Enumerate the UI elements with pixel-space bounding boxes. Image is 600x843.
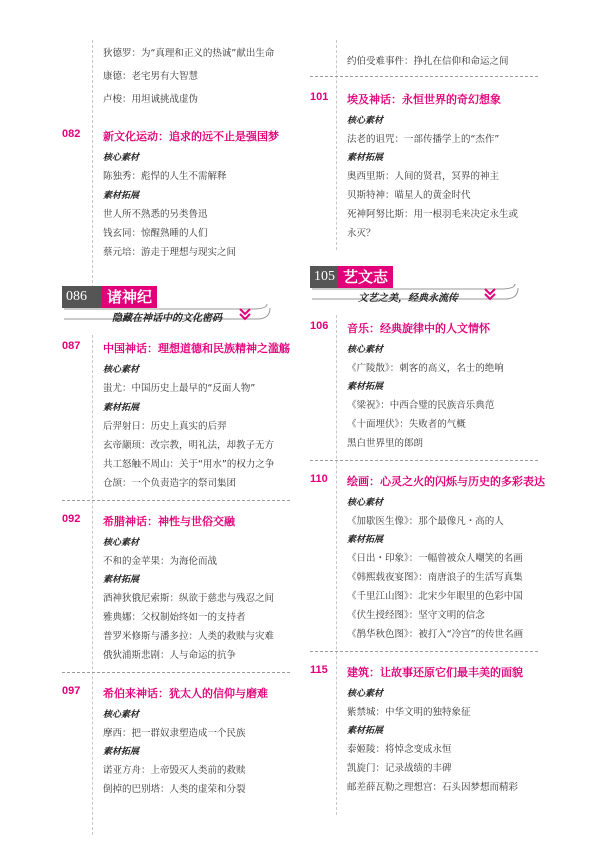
list-item: 仓颉：一个负责造字的祭司集团 — [103, 478, 237, 489]
section-title: 建筑：让故事还原它们最丰美的面貌 — [347, 666, 523, 679]
list-item: 陈独秀：彪悍的人生不需解释 — [103, 171, 227, 182]
list-item: 贝斯特神：喵星人的黄金时代 — [347, 190, 471, 201]
list-item: 共工怒触不周山：关于“用水”的权力之争 — [103, 459, 275, 470]
section-divider — [310, 651, 538, 652]
section-page-number: 101 — [310, 91, 329, 103]
chevron-down-icon — [239, 308, 251, 322]
section-page-number: 082 — [62, 128, 81, 140]
material-extension-label: 素材拓展 — [347, 535, 384, 545]
list-item: 法老的诅咒：一部传播学上的“杰作” — [347, 134, 500, 145]
section-page-number: 106 — [310, 320, 329, 332]
list-item: 倒掉的巴别塔：人类的虚荣和分裂 — [103, 784, 246, 795]
list-item: 《梁祝》：中西合璧的民族音乐典范 — [347, 400, 495, 411]
section-page-number: 110 — [310, 473, 328, 485]
list-item: 永灭？ — [347, 228, 376, 239]
list-item: 死神阿努比斯：用一根羽毛来决定永生或 — [347, 209, 519, 220]
core-material-label: 核心素材 — [347, 116, 384, 126]
section-title: 新文化运动：追求的远不止是强国梦 — [103, 130, 279, 143]
list-item: 康德：老宅男有大智慧 — [103, 71, 199, 82]
section-title: 希腊神话：神性与世俗交融 — [103, 515, 235, 528]
list-item: 诺亚方舟：上帝毁灭人类前的救赎 — [103, 765, 246, 776]
section-title: 音乐：经典旋律中的人文情怀 — [347, 322, 490, 335]
list-item: 蚩尤：中国历史上最早的“反面人物” — [103, 383, 256, 394]
chevron-down-icon — [484, 288, 496, 302]
list-item: 《伏生授经图》：坚守文明的信念 — [347, 610, 485, 621]
section-page-number: 092 — [62, 513, 81, 525]
material-extension-label: 素材拓展 — [103, 191, 140, 201]
list-item: 狄德罗：为“真理和正义的热诚”献出生命 — [103, 48, 275, 59]
chapter-subtitle: 隐藏在神话中的文化密码 — [112, 313, 222, 324]
list-item: 不和的金苹果：为海伦而战 — [103, 556, 218, 567]
list-item: 蔡元培：游走于理想与现实之间 — [103, 247, 237, 258]
list-item: 《广陵散》：刺客的高义，名士的绝响 — [347, 363, 504, 374]
list-item: 《日出・印象》：一幅曾被众人嘲笑的名画 — [347, 553, 523, 564]
core-material-label: 核心素材 — [347, 689, 384, 699]
chapter-title: 艺文志 — [338, 266, 393, 288]
section-divider — [310, 460, 538, 461]
core-material-label: 核心素材 — [103, 365, 140, 375]
list-item: 紫禁城：中华文明的独特象征 — [347, 707, 471, 718]
left-column-divider — [92, 40, 94, 288]
list-item: 摩西：把一群奴隶塑造成一个民族 — [103, 728, 246, 739]
list-item: 酒神狄俄尼索斯：纵欲于慈悲与残忍之间 — [103, 593, 275, 604]
material-extension-label: 素材拓展 — [347, 153, 384, 163]
list-item: 钱玄同：惊醒熟睡的人们 — [103, 228, 208, 239]
list-item: 黑白世界里的郎朗 — [347, 438, 424, 449]
section-page-number: 097 — [62, 685, 81, 697]
list-item: 《韩熙载夜宴图》：南唐浪子的生活写真集 — [347, 572, 523, 583]
material-extension-label: 素材拓展 — [103, 575, 140, 585]
material-extension-label: 素材拓展 — [103, 747, 140, 757]
left-column-divider — [92, 335, 94, 835]
material-extension-label: 素材拓展 — [103, 403, 140, 413]
section-title: 希伯来神话：犹太人的信仰与磨难 — [103, 687, 268, 700]
section-page-number: 087 — [62, 340, 81, 352]
list-item: 《十面埋伏》：失败者的气概 — [347, 419, 466, 430]
section-divider — [62, 672, 290, 673]
chapter-title: 诸神纪 — [102, 286, 157, 308]
list-item: 泰姬陵：将悼念变成永恒 — [347, 744, 452, 755]
list-item: 卢梭：用坦诚挑战虚伪 — [103, 94, 199, 105]
core-material-label: 核心素材 — [347, 345, 384, 355]
list-item: 玄帝颛顼：改宗教，明礼法，却教子无方 — [103, 440, 275, 451]
list-item: 《鹊华秋色图》：被打入“冷宫”的传世名画 — [347, 629, 524, 640]
list-item: 普罗米修斯与潘多拉：人类的救赎与灾难 — [103, 631, 275, 642]
chapter-page-number: 105 — [310, 266, 344, 288]
list-item: 《千里江山图》：北宋少年眼里的色彩中国 — [347, 591, 523, 602]
list-item: 世人所不熟悉的另类鲁迅 — [103, 209, 208, 220]
list-item: 凯旋门：记录战绩的丰碑 — [347, 763, 452, 774]
section-title: 绘画：心灵之火的闪烁与历史的多彩表达 — [347, 475, 545, 488]
chapter-subtitle: 文艺之美，经典永流传 — [358, 293, 458, 304]
chapter-page-number: 086 — [62, 286, 106, 308]
core-material-label: 核心素材 — [103, 153, 140, 163]
material-extension-label: 素材拓展 — [347, 382, 384, 392]
right-column-divider — [336, 40, 338, 250]
list-item: 俄狄浦斯悲剧：人与命运的抗争 — [103, 650, 237, 661]
list-item: 《加歇医生像》：那个最像凡・高的人 — [347, 516, 504, 527]
core-material-label: 核心素材 — [347, 498, 384, 508]
list-item: 奥西里斯：人间的贤君，冥界的神主 — [347, 171, 500, 182]
list-item: 后羿射日：历史上真实的后羿 — [103, 421, 227, 432]
section-page-number: 115 — [310, 664, 328, 676]
section-title: 埃及神话：永恒世界的奇幻想象 — [347, 93, 501, 106]
section-divider — [62, 500, 290, 501]
core-material-label: 核心素材 — [103, 538, 140, 548]
right-column-divider — [336, 315, 338, 815]
section-title: 中国神话：理想道德和民族精神之滥觞 — [103, 342, 290, 355]
material-extension-label: 素材拓展 — [347, 726, 384, 736]
section-divider — [310, 76, 538, 77]
list-item: 邮差薛瓦勒之理想宫：石头因梦想而精彩 — [347, 782, 519, 793]
list-item: 雅典娜：父权制始终如一的支持者 — [103, 612, 246, 623]
list-item: 约伯受难事件：挣扎在信仰和命运之间 — [347, 56, 509, 67]
core-material-label: 核心素材 — [103, 710, 140, 720]
